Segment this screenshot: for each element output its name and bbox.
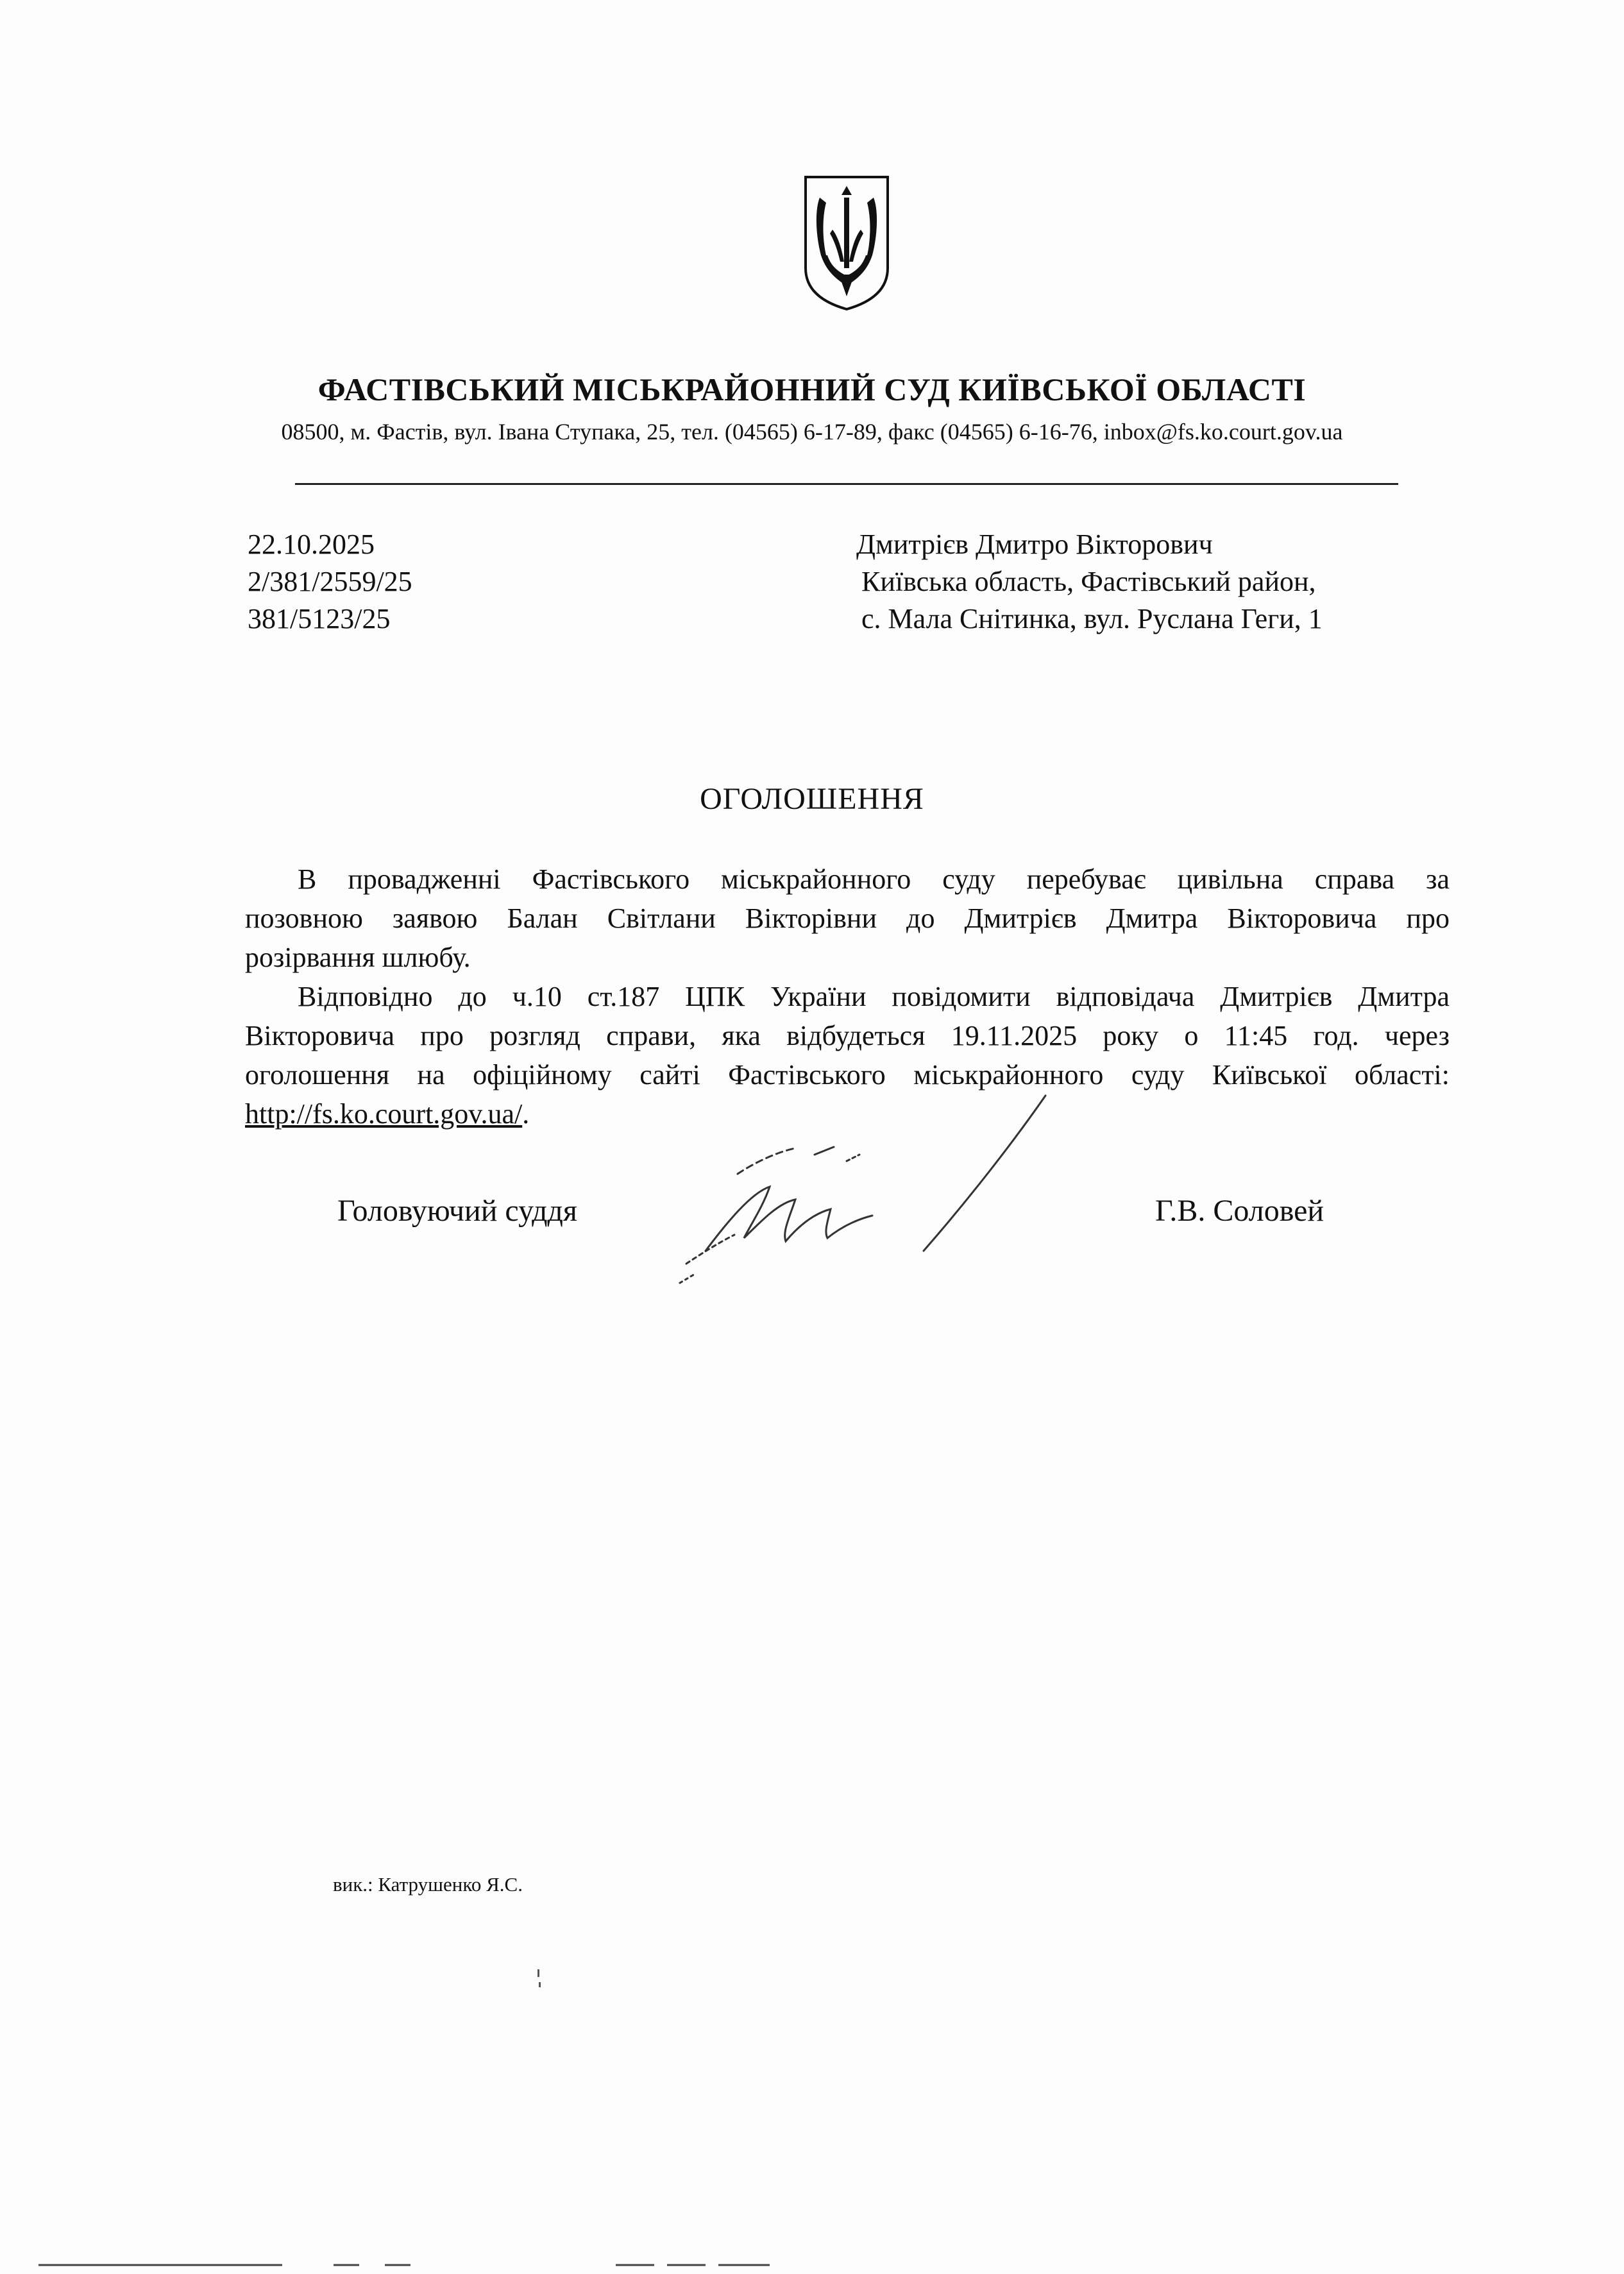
bottom-scan-edge xyxy=(0,2263,1624,2267)
paragraph1-line2: позовною заявою Балан Світлани Вікторівни до Дмитрієв Дмитра Вікторовича про xyxy=(245,903,1450,934)
coat-of-arms-emblem-icon xyxy=(802,172,892,312)
recipient-name: Дмитрієв Дмитро Вікторович xyxy=(856,529,1213,560)
paragraph2-line1: Відповідно до ч.10 ст.187 ЦПК України повідомити відповідача Дмитрієв Дмитра xyxy=(298,981,1450,1012)
paragraph2-end-punctuation: . xyxy=(522,1098,530,1130)
scan-speck xyxy=(539,1982,541,1987)
handwritten-signature xyxy=(667,1090,1065,1289)
announcement-title: ОГОЛОШЕННЯ xyxy=(700,782,924,816)
court-contact-address: 08500, м. Фастів, вул. Івана Ступака, 25, тел. (04565) 6-17-89, факс (04565) 6-16-76, inbox@fs.ko.court.gov.ua xyxy=(281,419,1343,445)
document-meta-block xyxy=(248,526,412,638)
executor-note: вик.: Катрушенко Я.С. xyxy=(333,1873,523,1896)
scan-speck xyxy=(537,1969,539,1977)
signatory-name: Г.В. Соловей xyxy=(1155,1194,1324,1228)
paragraph2-line3: оголошення на офіційному сайті Фастівського міськрайонного суду Київської області: xyxy=(245,1059,1450,1090)
case-number: 2/381/2559/25 xyxy=(248,566,412,597)
outgoing-number: 381/5123/25 xyxy=(248,603,391,634)
recipient-block xyxy=(856,526,1323,638)
paragraph1-line3: розірвання шлюбу. xyxy=(245,942,471,973)
document-date: 22.10.2025 xyxy=(248,529,375,560)
recipient-address-line2: с. Мала Снітинка, вул. Руслана Геги, 1 xyxy=(861,603,1323,634)
paragraph1-line1: В провадженні Фастівського міськрайонного суду перебуває цивільна справа за xyxy=(298,863,1450,895)
header-divider xyxy=(295,483,1398,485)
recipient-address-line1: Київська область, Фастівський район, xyxy=(861,566,1316,597)
court-website-link[interactable]: http://fs.ko.court.gov.ua/ xyxy=(245,1098,523,1130)
paragraph2-line2: Вікторовича про розгляд справи, яка відбудеться 19.11.2025 року о 11:45 год. через xyxy=(245,1020,1450,1051)
court-name-heading: ФАСТІВСЬКИЙ МІСЬКРАЙОННИЙ СУД КИЇВСЬКОЇ ОБЛАСТІ xyxy=(317,371,1307,407)
signatory-role: Головуючий суддя xyxy=(337,1194,577,1228)
